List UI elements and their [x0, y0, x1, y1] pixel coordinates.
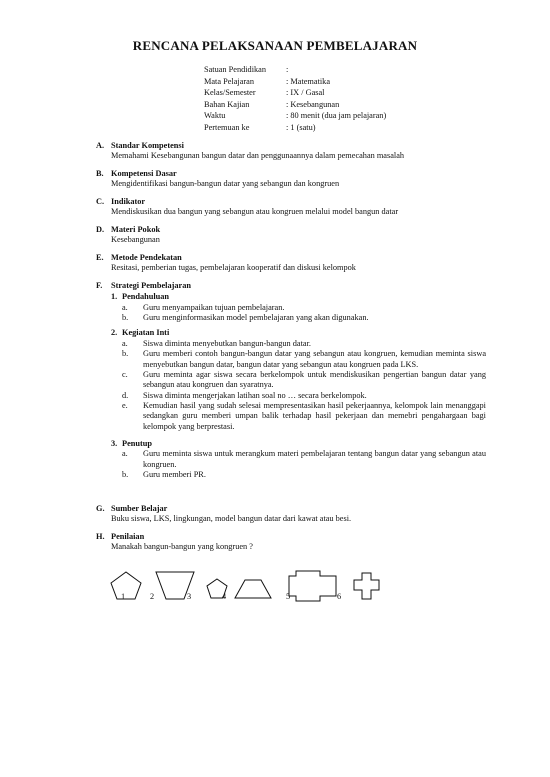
- meta-value: : 1 (satu): [286, 122, 316, 132]
- subsection-title: Pendahuluan: [122, 292, 170, 302]
- section-heading: [96, 141, 486, 151]
- pentagon-large-shape: [111, 572, 141, 599]
- item-letter: a.: [122, 449, 128, 459]
- item-text: Guru menyampaikan tujuan pembelajaran.: [143, 302, 285, 312]
- item-list: [122, 449, 486, 480]
- section-body: Buku siswa, LKS, lingkungan, model bangun datar dari kawat atau besi.: [111, 514, 352, 524]
- document-title: RENCANA PELAKSANAAN PEMBELAJARAN: [132, 38, 418, 53]
- meta-value: : Matematika: [286, 76, 331, 86]
- meta-key: Waktu: [204, 111, 226, 120]
- item-letter: a.: [122, 302, 128, 312]
- meta-value: : IX / Gasal: [286, 88, 325, 97]
- list-item: [122, 349, 486, 370]
- shape-number-4: 4: [222, 592, 227, 601]
- item-text: Siswa diminta menyebutkan bangun-bangun datar.: [143, 338, 311, 348]
- section-heading: [96, 532, 486, 542]
- shape-number-3: 3: [187, 592, 192, 601]
- section-title: Indikator: [111, 197, 146, 206]
- section-title: Strategi Pembelajaran: [111, 281, 191, 290]
- item-list: [122, 303, 486, 324]
- section-title: Penilaian: [111, 532, 145, 541]
- meta-value: : Kesebangunan: [286, 99, 340, 109]
- shapes-figure: [96, 562, 396, 612]
- list-item: [122, 339, 486, 349]
- subsection-heading: [111, 439, 486, 449]
- section-letter: H.: [96, 532, 105, 541]
- list-item: [122, 449, 486, 470]
- meta-row: [204, 100, 386, 112]
- item-letter: b.: [122, 349, 129, 359]
- section-heading: [96, 225, 486, 235]
- list-item: [122, 313, 486, 323]
- section-title: Materi Pokok: [111, 225, 161, 234]
- list-item: [122, 470, 486, 480]
- section-indikator: [96, 197, 486, 218]
- meta-row: [204, 111, 386, 123]
- item-text: Guru menginformasikan model pembelajaran yang akan digunakan.: [143, 313, 369, 323]
- item-text: Siswa diminta mengerjakan latihan soal no … secara berkelompok.: [143, 390, 367, 400]
- cross-small-shape: [354, 573, 379, 599]
- subsection-heading: [111, 292, 486, 302]
- list-item: [122, 303, 486, 313]
- section-heading: [96, 253, 486, 263]
- shape-number-1: 1: [121, 592, 126, 601]
- subsection-number: 1.: [111, 292, 118, 302]
- meta-key: Mata Pelajaran: [204, 76, 254, 86]
- section-body: Resitasi, pemberian tugas, pembelajaran kooperatif dan diskusi kelompok: [111, 263, 356, 273]
- meta-row: [204, 123, 386, 135]
- subsection-number: 2.: [111, 328, 118, 338]
- section-body: Kesebangunan: [111, 235, 160, 245]
- shape-number-6: 6: [337, 592, 342, 601]
- item-text: Guru memberi PR.: [143, 470, 206, 480]
- meta-row: [204, 65, 386, 77]
- meta-row: [204, 88, 386, 100]
- section-letter: F.: [96, 281, 103, 290]
- item-letter: b.: [122, 470, 129, 480]
- meta-table: [204, 65, 386, 134]
- item-text: Guru meminta siswa untuk merangkum materi pembelajaran tentang bangun datar yang sebangun atau kongruen.: [143, 449, 486, 469]
- item-letter: c.: [122, 369, 128, 379]
- meta-row: [204, 77, 386, 89]
- meta-key: Kelas/Semester: [204, 88, 256, 97]
- item-letter: a.: [122, 338, 128, 348]
- section-heading: [96, 169, 486, 179]
- section-kompetensi-dasar: [96, 169, 486, 190]
- meta-key: Pertemuan ke: [204, 122, 250, 132]
- section-heading: [96, 281, 486, 291]
- section-heading: [96, 197, 486, 207]
- section-body: Mendiskusikan dua bangun yang sebangun atau kongruen melalui model bangun datar: [111, 207, 399, 217]
- list-item: [122, 370, 486, 391]
- section-letter: C.: [96, 197, 105, 206]
- list-item: [122, 391, 486, 401]
- section-letter: B.: [96, 169, 104, 178]
- section-title: Kompetensi Dasar: [111, 169, 177, 178]
- item-list: [122, 339, 486, 432]
- meta-value: :: [286, 65, 289, 74]
- section-letter: D.: [96, 225, 105, 234]
- meta-value: : 80 menit (dua jam pelajaran): [286, 111, 387, 120]
- shape-number-5: 5: [286, 592, 291, 601]
- list-item: [122, 401, 486, 432]
- section-letter: E.: [96, 253, 104, 262]
- trapezoid-small-shape: [235, 580, 271, 598]
- item-text: Guru memberi contoh bangun-bangun datar yang sebangun atau kongruen, kemudian meminta siswa menyebutkan bangun datar, bangun datar yang sebangun atau kongruen pada LKS.: [143, 349, 486, 369]
- section-body: Manakah bangun-bangun yang kongruen ?: [111, 542, 253, 552]
- section-body: Memahami Kesebangunan bangun datar dan penggunaannya dalam pemecahan masalah: [111, 151, 405, 161]
- shape-number-2: 2: [150, 592, 155, 601]
- subsection-title: Kegiatan Inti: [122, 328, 170, 338]
- cross-wide-shape: [289, 571, 336, 601]
- section-letter: G.: [96, 504, 105, 513]
- item-letter: e.: [122, 400, 128, 410]
- subsection-number: 3.: [111, 439, 118, 449]
- section-title: Metode Pendekatan: [111, 253, 182, 262]
- section-title: Standar Kompetensi: [111, 141, 184, 150]
- section-title: Sumber Belajar: [111, 504, 168, 513]
- meta-key: Bahan Kajian: [204, 99, 250, 109]
- item-letter: d.: [122, 390, 129, 400]
- meta-key: Satuan Pendidikan: [204, 65, 266, 74]
- subsection-title: Penutup: [122, 439, 152, 449]
- section-standar-kompetensi: [96, 141, 486, 162]
- subsection-heading: [111, 328, 486, 338]
- section-metode-pendekatan: [96, 253, 486, 274]
- section-strategi-pembelajaran: [96, 281, 486, 480]
- item-text: Kemudian hasil yang sudah selesai mempresentasikan hasil pekerjaannya, kelompok lain menanggapi sedangkan guru memberi umpan balik terhadap hasil pekerjaan dan memebri pengahargaan bagi kelompok yang berprestasi.: [143, 400, 486, 431]
- section-body: Mengidentifikasi bangun-bangun datar yang sebangun dan kongruen: [111, 179, 340, 189]
- section-penilaian: [96, 532, 486, 553]
- item-text: Guru meminta agar siswa secara berkelompok untuk mendiskusikan pengertian bangun datar yang sebangun atau kongruen dan syaratnya.: [143, 369, 486, 390]
- section-letter: A.: [96, 141, 105, 150]
- section-sumber-belajar: [96, 504, 486, 525]
- section-heading: [96, 504, 486, 514]
- section-materi-pokok: [96, 225, 486, 246]
- item-letter: b.: [122, 313, 129, 323]
